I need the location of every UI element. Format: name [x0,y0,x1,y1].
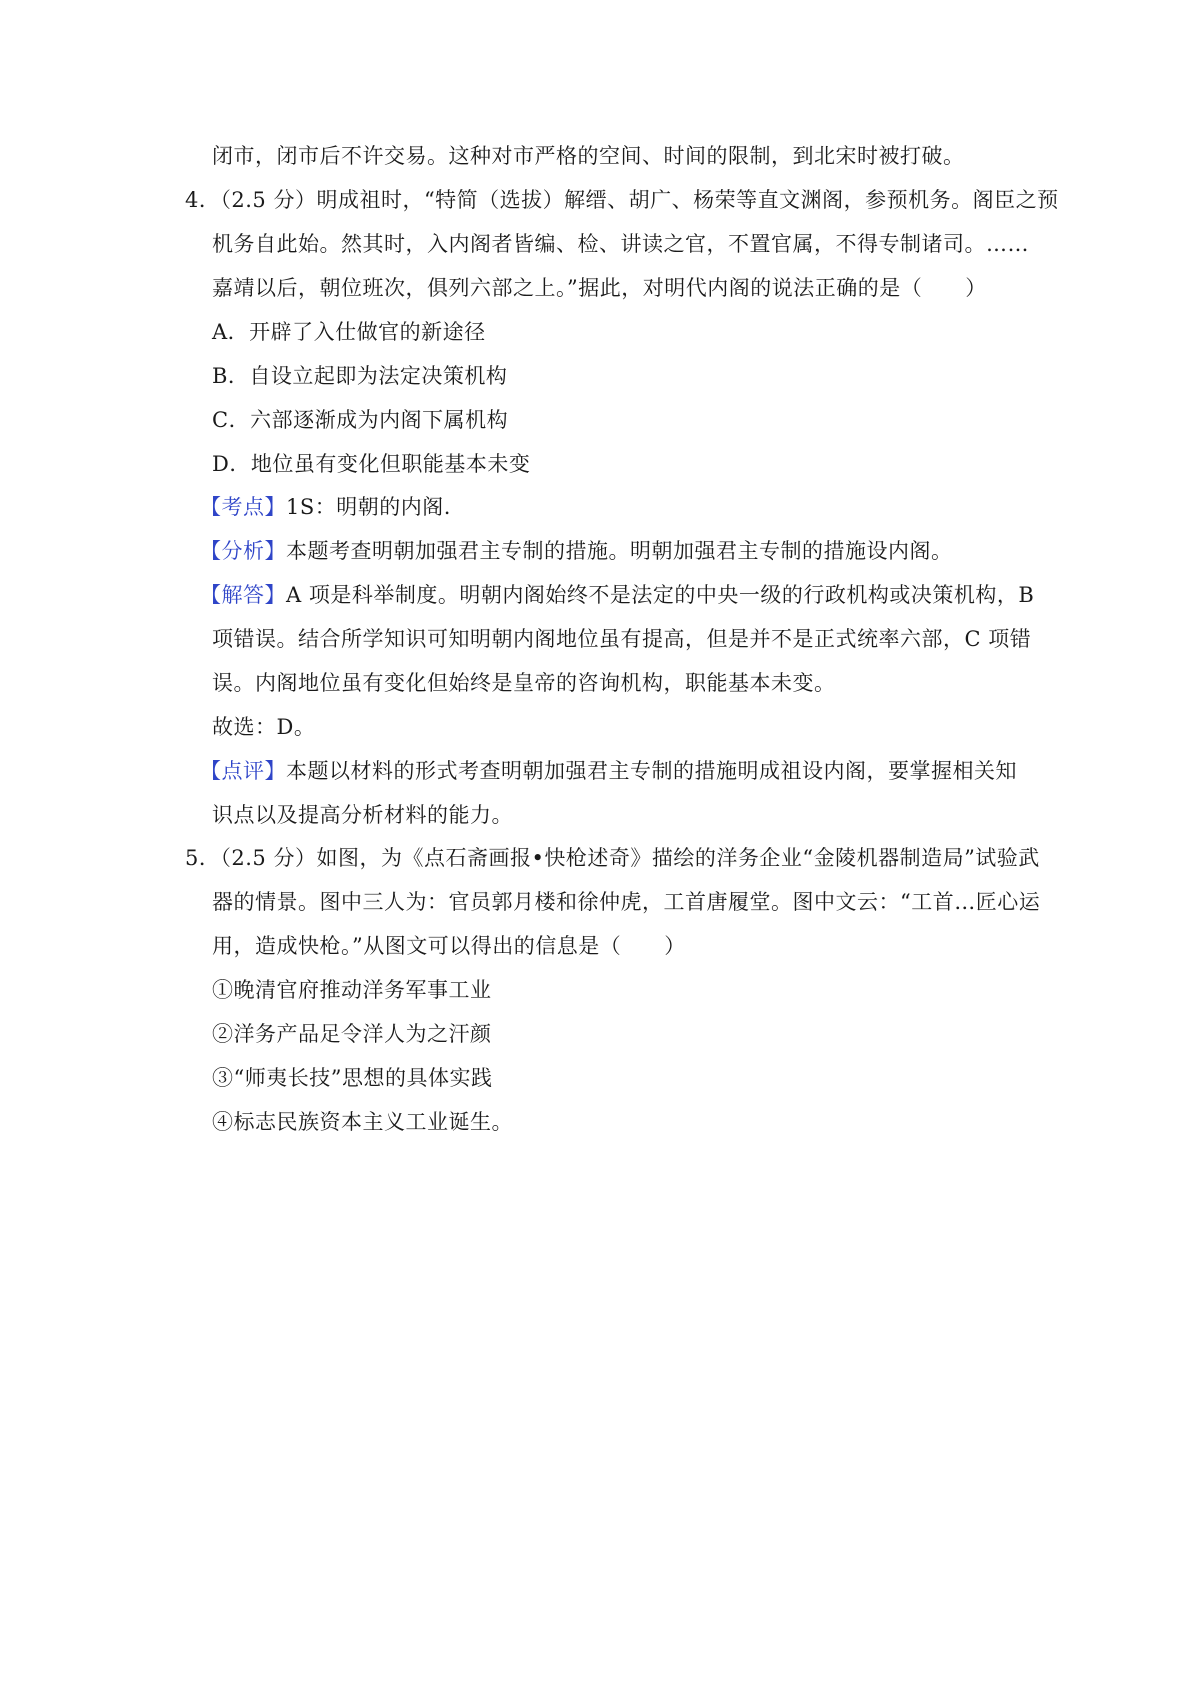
fenxi-text: 本题考查明朝加强君主专制的措施。明朝加强君主专制的措施设内阁。 [286,539,953,563]
q3-tail-text: 闭市，闭市后不许交易。这种对市严格的空间、时间的限制，到北宋时被打破。 [212,144,965,168]
q4-option-d [212,449,530,479]
q4-number: 4． [185,188,221,212]
q4-stem-line-1 [185,185,1059,215]
q4-stem-text-3: 嘉靖以后，朝位班次，俱列六部之上。”据此，对明代内阁的说法正确的是（ ） [212,276,987,300]
q5-item-3-text: ③“师夷长技”思想的具体实践 [212,1066,493,1090]
q5-item-2 [212,1019,492,1049]
q4-jieda-line-1 [200,580,1034,610]
jieda-text-3: 误。内阁地位虽有变化但始终是皇帝的咨询机构，职能基本未变。 [212,671,836,695]
dianping-text-1: 本题以材料的形式考查明朝加强君主专制的措施明成祖设内阁，要掌握相关知 [286,759,1017,783]
fenxi-label: 分析 [221,539,265,563]
q3-tail-line [212,141,965,171]
q4-fenxi [200,536,953,566]
q4-kaodian [200,492,451,522]
q4-jieda-line-2 [212,624,1031,654]
dianping-close-bracket: 】 [264,759,286,783]
q5-stem-line-3 [212,931,686,961]
q4-jieda-line-3 [212,668,836,698]
q5-item-3 [212,1063,492,1093]
q4-option-a [212,317,486,347]
dianping-text-2: 识点以及提高分析材料的能力。 [212,803,513,827]
q4-option-c [212,405,508,435]
q4-stem-text-1: （2.5 分）明成祖时，“特简（选拔）解缙、胡广、杨荣等直文渊阁，参预机务。阁臣之预 [220,188,1059,212]
q5-stem-line-1 [185,843,1040,873]
kaodian-text: 1S：明朝的内阁. [286,495,451,519]
q4-option-c-text: C．六部逐渐成为内阁下属机构 [212,408,509,432]
q4-stem-line-2 [212,229,1029,259]
q4-option-d-text: D．地位虽有变化但职能基本未变 [212,452,531,476]
fenxi-close-bracket: 】 [264,539,286,563]
q4-option-a-text: A．开辟了入仕做官的新途径 [212,320,486,344]
q5-stem-text-3: 用，造成快枪。”从图文可以得出的信息是（ ） [212,934,686,958]
q4-option-b-text: B．自设立起即为法定决策机构 [212,364,508,388]
jieda-close-bracket: 】 [264,583,286,607]
q5-stem-line-2 [212,887,1040,917]
fenxi-open-bracket: 【 [200,539,222,563]
dianping-label: 点评 [221,759,265,783]
q5-item-4-text: ④标志民族资本主义工业诞生。 [212,1110,513,1134]
q5-stem-text-2: 器的情景。图中三人为：官员郭月楼和徐仲虎，工首唐履堂。图中文云：“工首…匠心运 [212,890,1041,914]
q4-stem-line-3 [212,273,987,303]
dianping-open-bracket: 【 [200,759,222,783]
jieda-label: 解答 [221,583,265,607]
q4-stem-text-2: 机务自此始。然其时，入内阁者皆编、检、讲读之官，不置官属，不得专制诸司。…… [212,232,1029,256]
q5-number: 5． [185,846,221,870]
jieda-text-2: 项错误。结合所学知识可知明朝内阁地位虽有提高，但是并不是正式统率六部，C 项错 [212,627,1032,651]
kaodian-open-bracket: 【 [200,495,222,519]
jieda-text-1: A 项是科举制度。明朝内阁始终不是法定的中央一级的行政机构或决策机构，B [286,583,1035,607]
q4-option-b [212,361,507,391]
jieda-open-bracket: 【 [200,583,222,607]
q4-dianping-line-1 [200,756,1017,786]
kaodian-close-bracket: 】 [264,495,286,519]
q5-item-4 [212,1107,513,1137]
q4-answer-text: 故选：D。 [212,715,316,739]
q5-item-1 [212,975,492,1005]
q4-dianping-line-2 [212,800,513,830]
kaodian-label: 考点 [221,495,265,519]
q5-item-1-text: ①晚清官府推动洋务军事工业 [212,978,492,1002]
q4-answer [212,712,315,742]
q5-item-2-text: ②洋务产品足令洋人为之汗颜 [212,1022,492,1046]
q5-stem-text-1: （2.5 分）如图，为《点石斋画报•快枪述奇》描绘的洋务企业“金陵机器制造局”试验武 [220,846,1040,870]
